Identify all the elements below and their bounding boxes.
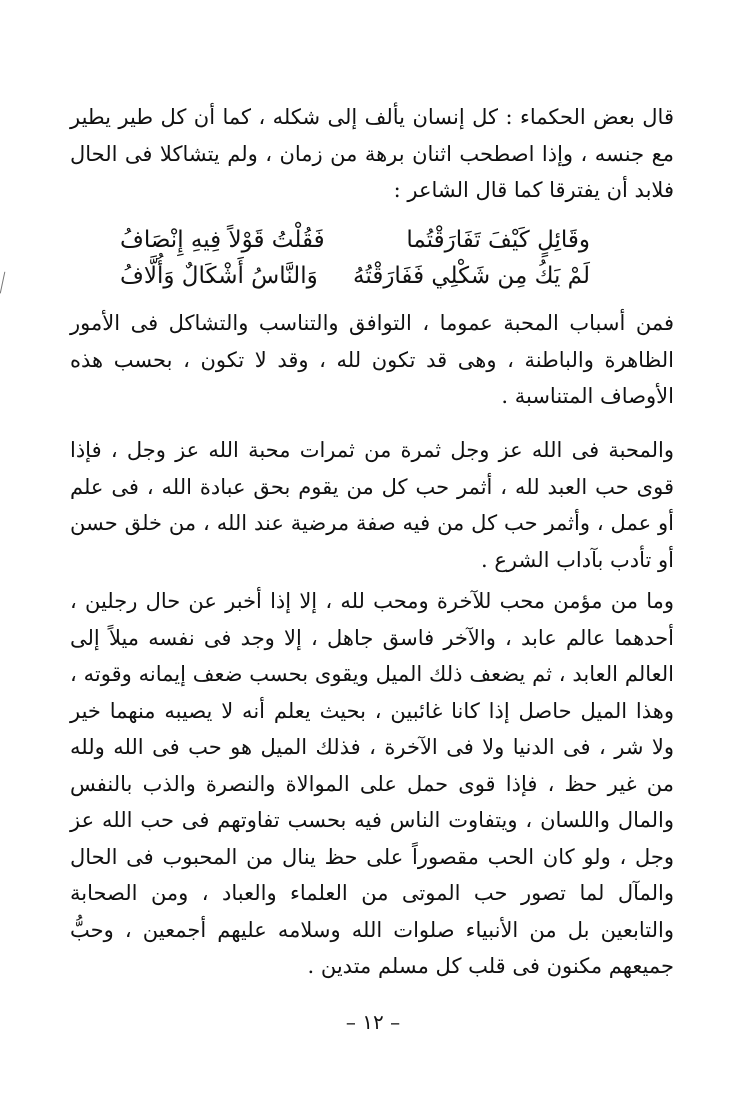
poem-verse-1 [120, 222, 590, 258]
page-number: – ١٢ – [345, 1010, 401, 1034]
poem [120, 222, 590, 294]
margin-mark [0, 272, 9, 295]
paragraph-4: وما من مؤمن محب للآخرة ومحب لله ، إلا إذا أخبر عن حال رجلين ، أحدهما عالم عابد ، والآخر فاسق جاهل ، إلا وجد فى نفسه ميلاً إلى العالم العابد ، ثم يضعف ذلك الميل ويقوى بحسب ضعف إيمانه وقوته ، وهذا الميل حاصل إذا كانا غائبين ، بحيث يعلم أنه لا يصيبه منهما خير ولا شر ، فى الدنيا ولا فى الآخرة ، فذلك الميل هو حب فى الله ولله من غير حظ ، فإذا قوى حمل على الموالاة والنصرة والذب بالنفس والمال واللسان ، ويتفاوت الناس فيه بحسب تفاوتهم فى حب الله عز وجل ، ولو كان الحب مقصوراً على حظ ينال من المحبوب فى الحال والمآل لما تصور حب الموتى من العلماء والعباد ، ومن الصحابة والتابعين بل من الأنبياء صلوات الله وسلامه عليهم أجمعين ، وحبُّ جميعهم مكنون فى قلب كل مسلم متدين . [70, 589, 674, 978]
paragraph-1: قال بعض الحكماء : كل إنسان يألف إلى شكله ، كما أن كل طير يطير مع جنسه ، وإذا اصطحب اثنان برهة من زمان ، ولم يتشاكلا فى الحال فلابد أن يفترقا كما قال الشاعر : [70, 105, 674, 202]
poem-verse-1-first-hemistich: وقَائِلٍ كَيْفَ تَفَارَقْتُما [406, 227, 590, 253]
paragraph-3: والمحبة فى الله عز وجل ثمرة من ثمرات محبة الله عز وجل ، فإذا قوى حب العبد لله ، أثمر حب كل من يقوم بحق عبادة الله ، فى علم أو عمل ، وأثمر حب كل من فيه صفة مرضية عند الله ، من خلق حسن أو تأدب بآداب الشرع . [70, 438, 674, 572]
paragraph-2: فمن أسباب المحبة عموما ، التوافق والتناسب والتشاكل فى الأمور الظاهرة والباطنة ، وهى قد تكون لله ، وقد لا تكون ، بحسب هذه الأوصاف المتناسبة . [70, 311, 674, 408]
poem-verse-1-second-hemistich: فَقُلْتُ قَوْلاً فِيهِ إِنْصَافُ [120, 227, 325, 253]
poem-verse-2-first-hemistich: لَمْ يَكُ مِن شَكْلِي فَفَارَقْتُهُ [353, 263, 590, 289]
poem-verse-2 [120, 258, 590, 294]
poem-verse-2-second-hemistich: وَالنَّاسُ أَشْكَالٌ وَأُلَّافُ [120, 263, 318, 289]
